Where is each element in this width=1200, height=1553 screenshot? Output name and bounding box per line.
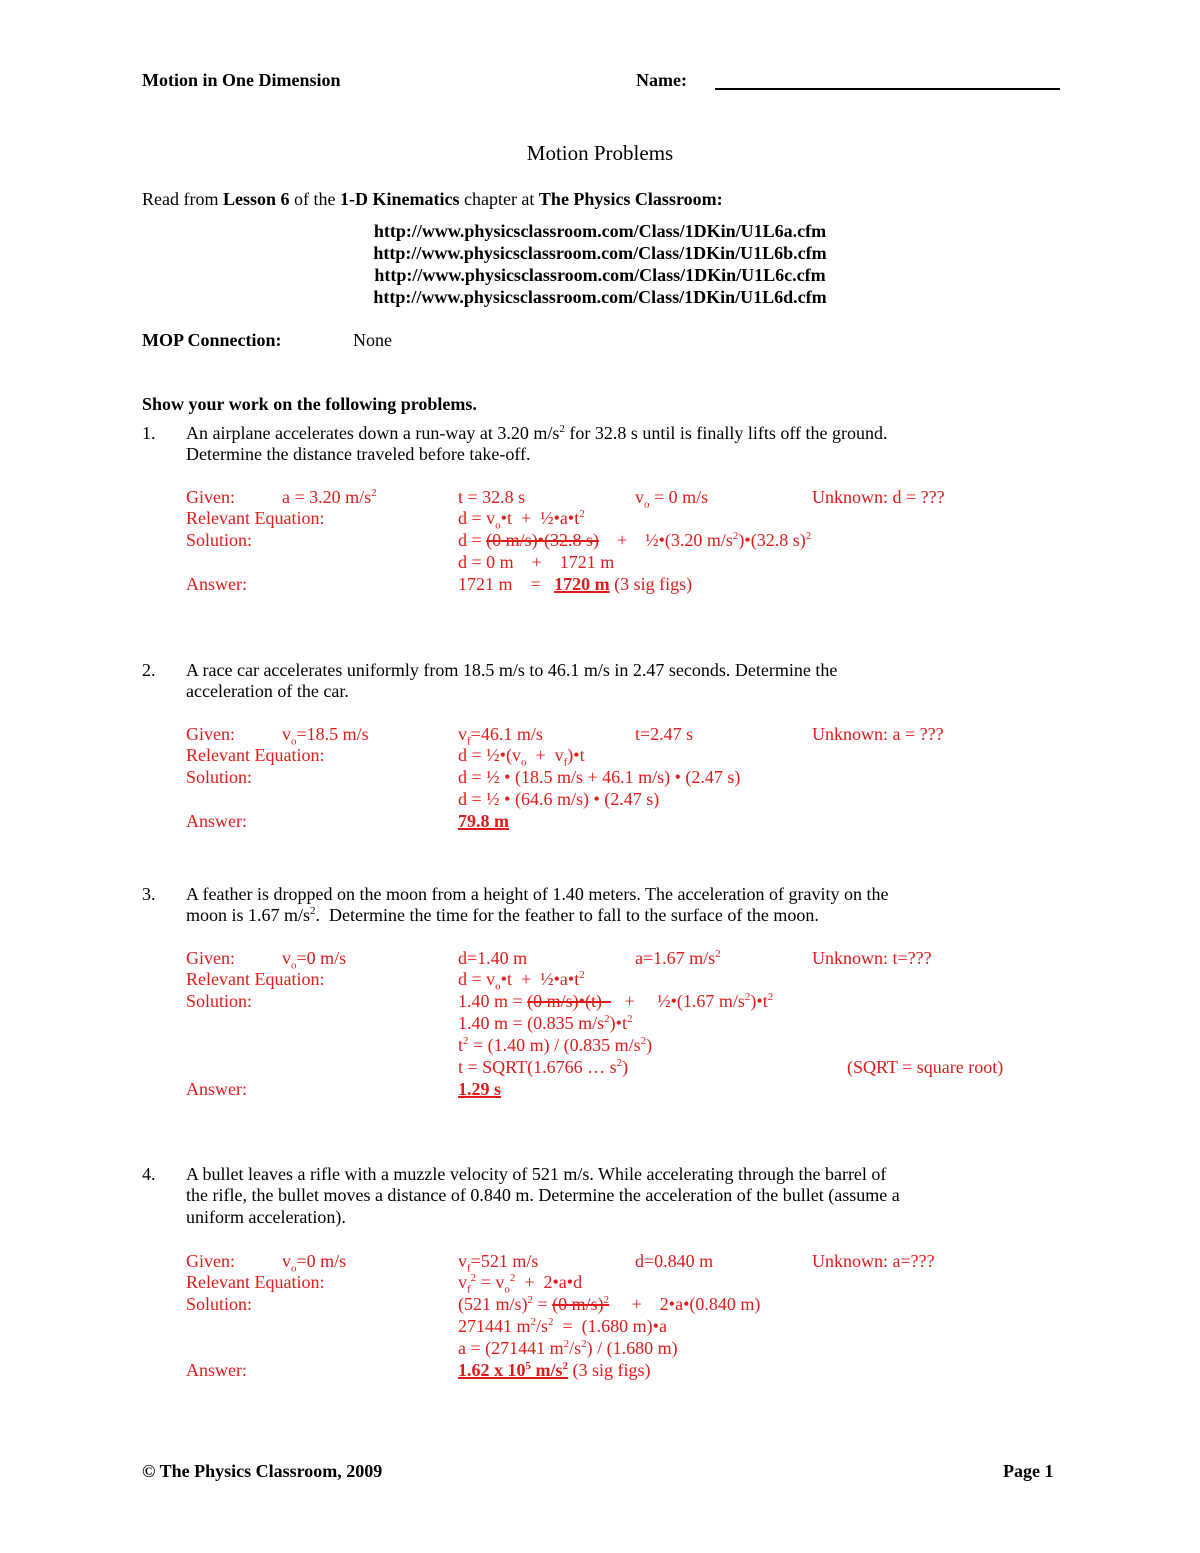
given-value: $v_o=0$ m/s [282, 948, 347, 972]
equation: $d = \frac{1}{2}•(v_o$ + $v_f)•t$ [458, 745, 585, 769]
solution-line: d = 0 m + 1721 m [458, 552, 615, 572]
read-lesson: Lesson 6 [222, 189, 290, 209]
equation: $d = v_o•t$ + $\frac{1}{2}•a•t^2$ [458, 508, 585, 532]
url-link-a[interactable]: http://www.physicsclassroom.com/Class/1DKin/U1L6a.cfm [373, 221, 827, 241]
solution-line: (521 m/s)$^2$ = (0 m/s)$^2$ + 2•a•(0.840 m) [458, 1294, 761, 1314]
sqrt-note: (SQRT = square root) [847, 1057, 1004, 1077]
problem-text: A feather is dropped on the moon from a height of 1.40 meters. The acceleration of gravity on the [186, 884, 889, 904]
problem-text: A bullet leaves a rifle with a muzzle velocity of 521 m/s. While accelerating through the barrel of [186, 1164, 887, 1184]
footer-copyright: © The Physics Classroom, 2009 [142, 1461, 383, 1481]
problem-number: 3. [142, 884, 156, 904]
url-link-c[interactable]: http://www.physicsclassroom.com/Class/1DKin/U1L6c.cfm [374, 265, 826, 285]
read-p2: of the [289, 189, 340, 209]
header-title: Motion in One Dimension [142, 70, 341, 90]
answer-label: Answer: [186, 1079, 247, 1099]
solution-label: Solution: [186, 991, 253, 1011]
read-p1: Read from [142, 189, 223, 209]
unknown-value: Unknown: t=??? [812, 948, 932, 968]
problem-number: 4. [142, 1164, 156, 1184]
given-value: $v_f=521$ m/s [458, 1251, 539, 1275]
given-value: $v_f=46.1$ m/s [458, 724, 543, 748]
solution-line: $t^2 = (1.40$ m) / (0.835 $m/s^2$) [458, 1035, 653, 1055]
page-number: Page 1 [1003, 1461, 1054, 1481]
given-value: t = 32.8 s [458, 487, 526, 507]
given-value: $v_o=18.5$ m/s [282, 724, 369, 748]
mop-value: None [353, 330, 392, 350]
given-value: $v_o=0$ m/s [282, 1251, 347, 1275]
instructions: Show your work on the following problems. [142, 394, 477, 414]
solution-label: Solution: [186, 1294, 253, 1314]
given-value: a=1.67 $m/s^2$ [635, 948, 721, 968]
problem-text: the rifle, the bullet moves a distance of 0.840 m. Determine the acceleration of the bullet (assume a [186, 1185, 900, 1205]
given-value: d=0.840 m [635, 1251, 714, 1271]
equation-label: Relevant Equation: [186, 969, 325, 989]
solution-line: d = ½ • (64.6 m/s) • (2.47 s) [458, 789, 660, 809]
solution-line: 271441 $m^2/s^2 = (1.680$ m)•a [458, 1316, 667, 1336]
problem-text: acceleration of the car. [186, 681, 349, 701]
page-title: Motion Problems [526, 141, 674, 165]
answer-label: Answer: [186, 1360, 247, 1380]
solution-line: 1.40 m = (0.835 $m/s^2)•t^2$ [458, 1013, 633, 1033]
problem-text: moon is 1.67 $m/s^2$. Determine the time for the feather to fall to the surface of the moon. [186, 905, 819, 925]
answer [458, 810, 509, 832]
problem-number: 1. [142, 423, 156, 443]
answer [458, 1078, 501, 1100]
read-line [142, 188, 723, 210]
solution-line: 1.40 m = (0 m/s)•(t) + ½•(1.67 $m/s^2)•t^2$ [458, 991, 774, 1011]
problem-number: 2. [142, 660, 156, 680]
equation-label: Relevant Equation: [186, 508, 325, 528]
solution-label: Solution: [186, 530, 253, 550]
given-label: Given: [186, 1251, 235, 1271]
read-chapter: 1-D Kinematics [339, 189, 460, 209]
solution-label: Solution: [186, 767, 253, 787]
given-value: a = 3.20 $m/s^2$ [282, 487, 377, 507]
problem-text: An airplane accelerates down a run-way at 3.20 $m/s^2$ for 32.8 s until is finally lifts off the ground. [186, 423, 888, 443]
read-p3: chapter at [459, 189, 539, 209]
equation-label: Relevant Equation: [186, 745, 325, 765]
unknown-value: Unknown: a = ??? [812, 724, 944, 744]
solution-line: a = (271441 $m^2/s^2) / (1.680$ m) [458, 1338, 678, 1358]
name-label: Name: [636, 70, 687, 90]
given-value: t=2.47 s [635, 724, 694, 744]
given-value: d=1.40 m [458, 948, 528, 968]
given-value: $v_o = 0$ m/s [635, 487, 709, 511]
unknown-value: Unknown: a=??? [812, 1251, 935, 1271]
equation: $v_f^2 = v_o^2$ + 2•a•d [458, 1272, 583, 1296]
given-label: Given: [186, 487, 235, 507]
read-site: The Physics Classroom: [538, 189, 723, 209]
url-link-d[interactable]: http://www.physicsclassroom.com/Class/1DKin/U1L6d.cfm [373, 287, 827, 307]
url-link-b[interactable]: http://www.physicsclassroom.com/Class/1DKin/U1L6b.cfm [373, 243, 827, 263]
given-label: Given: [186, 724, 235, 744]
problem-text: A race car accelerates uniformly from 18.5 m/s to 46.1 m/s in 2.47 seconds. Determine the [186, 660, 838, 680]
solution-line: d = ½ • (18.5 m/s + 46.1 m/s) • (2.47 s) [458, 767, 741, 787]
answer: 1.62 x $10^5$ $m/s^2$ (3 sig figs) [458, 1360, 651, 1380]
answer-value: 79.8 m [458, 811, 509, 831]
solution-line: t = SQRT(1.6766 … $s^2$) [458, 1057, 629, 1077]
equation: $d = v_o•t$ + $\frac{1}{2}•a•t^2$ [458, 969, 585, 993]
given-label: Given: [186, 948, 235, 968]
answer: 1721 m = 1720 m (3 sig figs) [458, 574, 693, 594]
equation-label: Relevant Equation: [186, 1272, 325, 1292]
answer-value: 1.29 s [458, 1079, 502, 1099]
mop-label: MOP Connection: [142, 330, 282, 350]
answer-label: Answer: [186, 811, 247, 831]
answer-label: Answer: [186, 574, 247, 594]
problem-text: Determine the distance traveled before take-off. [186, 444, 531, 464]
solution-line: d = (0 m/s)•(32.8 s) + ½•(3.20 $m/s^2)•(32.8$ s)$^2$ [458, 530, 812, 550]
unknown-value: Unknown: d = ??? [812, 487, 945, 507]
problem-text: uniform acceleration). [186, 1207, 346, 1227]
name-line [715, 88, 1060, 90]
